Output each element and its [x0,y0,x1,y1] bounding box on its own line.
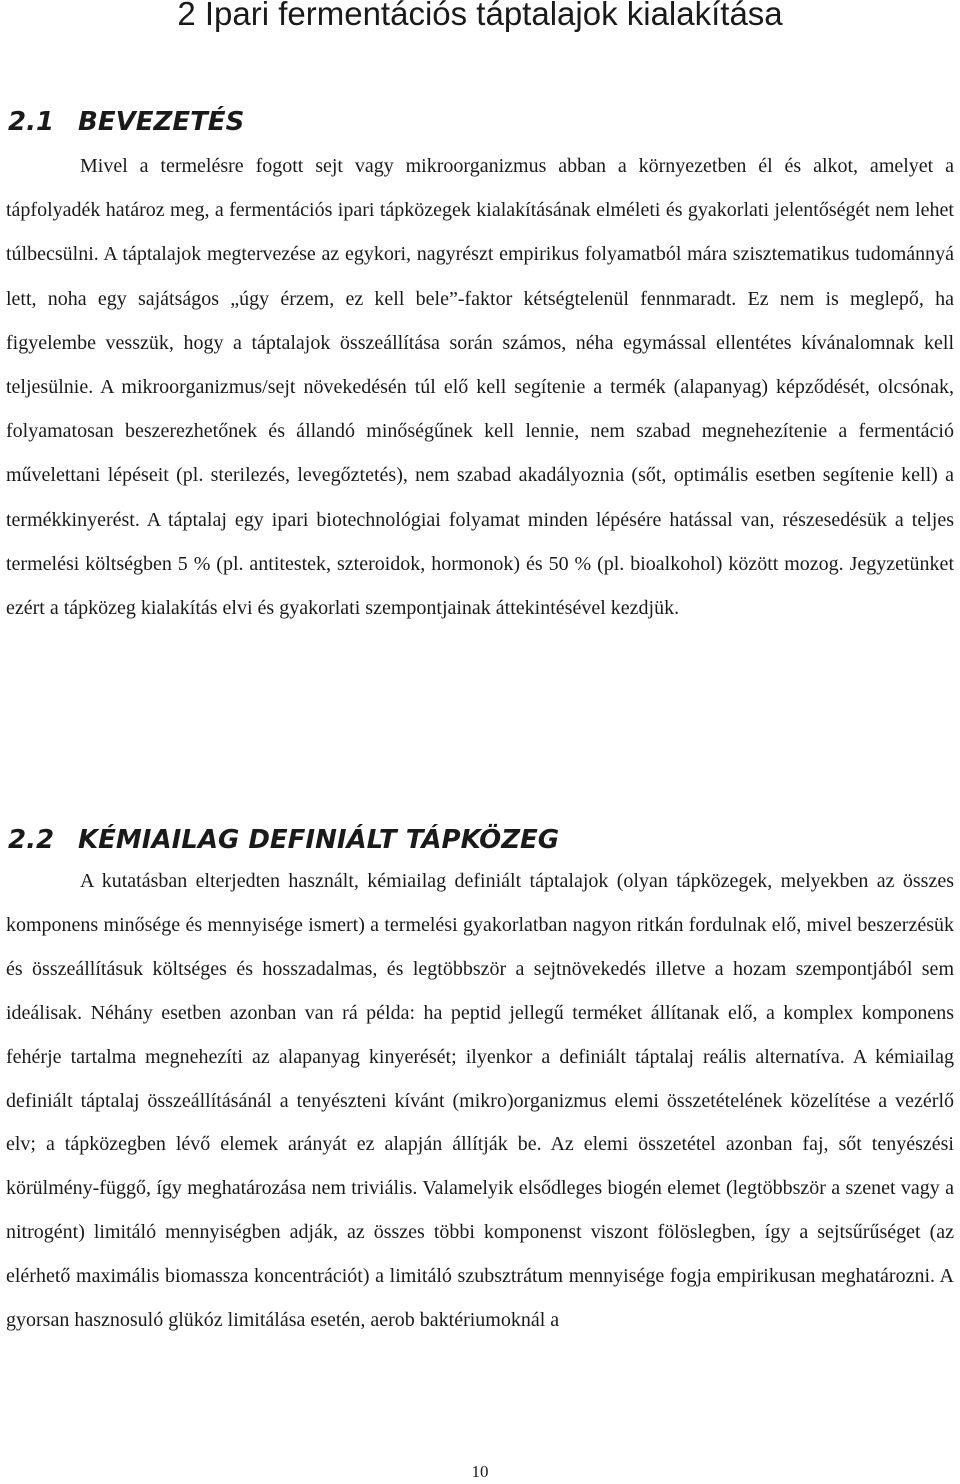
introduction-paragraph: Mivel a termelésre fogott sejt vagy mikroorganizmus abban a környezetben él és alkot, amelyet a tápfolyadék határoz meg, a fermentációs ipari tápközegek kialakításának elméleti és gyakorlati jelentőségét nem lehet túlbecsülni. A táptalajok megtervezése az egykori, nagyrészt empirikus folyamatból mára szisztematikus tudománnyá lett, noha egy sajátságos „úgy érzem, ez kell bele”-faktor kétségtelenül fennmaradt. Ez nem is meglepő, ha figyelembe vesszük, hogy a táptalajok összeállítása során számos, néha egymással ellentétes kívánalomnak kell teljesülnie. A mikroorganizmus/sejt növekedésén túl elő kell segítenie a termék (alapanyag) képződését, olcsónak, folyamatosan beszerezhetőnek és állandó minőségűnek kell lennie, nem szabad megnehezítenie a fermentáció művelettani lépéseit (pl. sterilezés, levegőztetés), nem szabad akadályoznia (sőt, optimális esetben segítenie kell) a termékkinyerést. A táptalaj egy ipari biotechnológiai folyamat minden lépésére hatással van, részesedésük a teljes termelési költségben 5 % (pl. antitestek, szteroidok, hormonok) és 50 % (pl. bioalkohol) között mozog. Jegyzetünket ezért a tápközeg kialakítás elvi és gyakorlati szempontjainak áttekintésével kezdjük. [6,155,954,620]
section-title: KÉMIAILAG DEFINIÁLT TÁPKÖZEG [78,825,560,855]
section-heading-chemically-defined-medium [8,823,559,857]
section-number: 2.2 [8,825,55,855]
page-number: 10 [471,1462,489,1481]
chemically-defined-medium-paragraph: A kutatásban elterjedten használt, kémiailag definiált táptalajok (olyan tápközegek, melyekben az összes komponens minősége és mennyisége ismert) a termelési gyakorlatban nagyon ritkán fordulnak elő, mivel beszerzésük és összeállításuk költséges és hosszadalmas, és legtöbbször a sejtnövekedés illetve a hozam szempontjából sem ideálisak. Néhány esetben azonban van rá példa: ha peptid jellegű terméket állítanak elő, a komplex komponens fehérje tartalma megnehezíti az alapanyag kinyerését; ilyenkor a definiált táptalaj reális alternatíva. A kémiailag definiált táptalaj összeállításánál a tenyészteni kívánt (mikro)organizmus elemi összetételének közelítése a vezérlő elv; a tápközegben lévő elemek arányát ez alapján állítják be. Az elemi összetétel azonban faj, sőt tenyészési körülmény-függő, így meghatározása nem triviális. Valamelyik elsődleges biogén elemet (legtöbbször a szenet vagy a nitrogént) limitáló mennyiségben adják, az összes többi komponenst viszont fölöslegben, így a sejtsűrűséget (az elérhető maximális biomassza koncentrációt) a limitáló szubsztrátum mennyisége fogja empirikusan meghatározni. A gyorsan hasznosuló glükóz limitálása esetén, aerob baktériumoknál a [6,870,954,1332]
section-number: 2.1 [8,107,55,137]
chapter-title: 2 Ipari fermentációs táptalajok kialakítása [177,0,783,32]
section-title: BEVEZETÉS [78,107,245,137]
section-heading-introduction [8,105,244,139]
